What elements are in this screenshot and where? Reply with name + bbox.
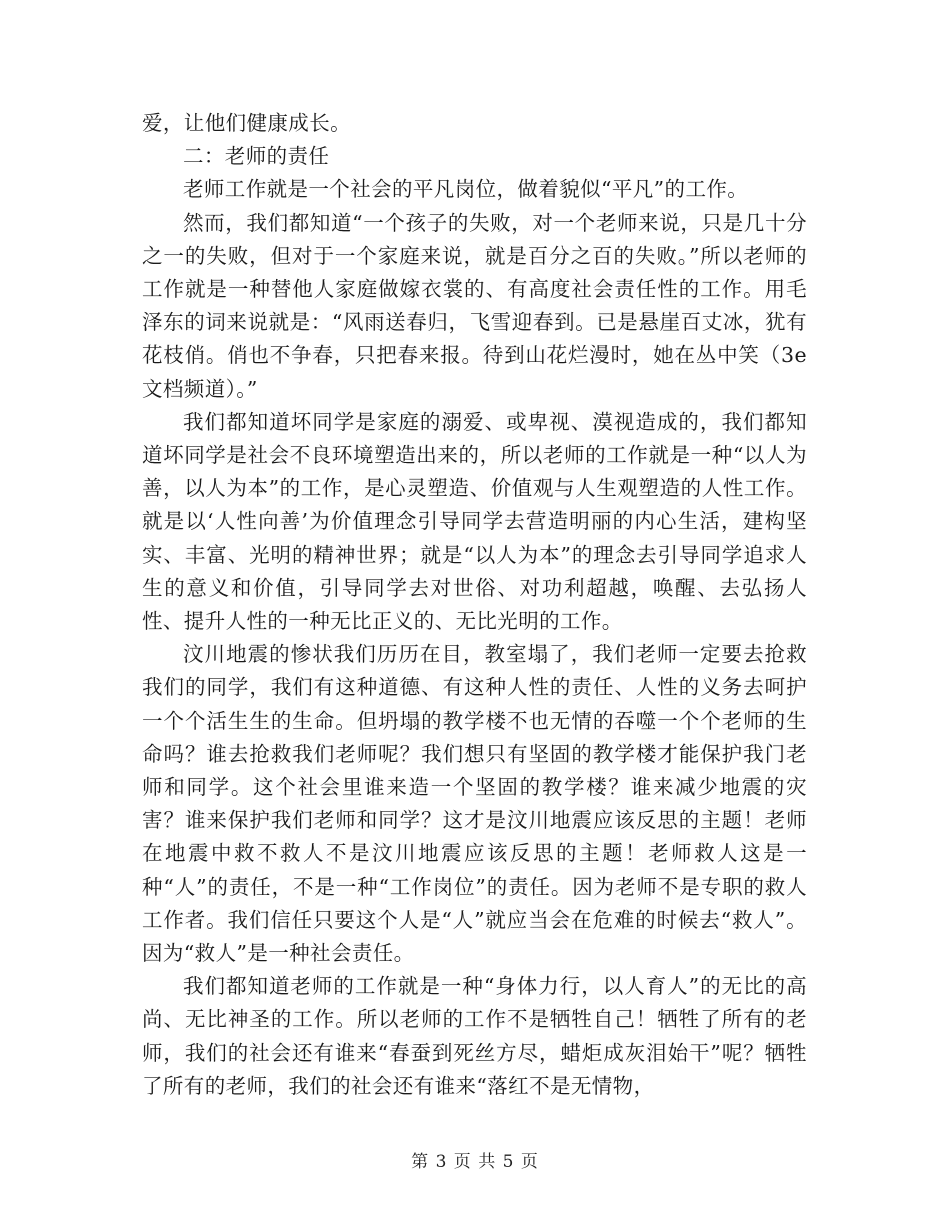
section-heading: 二：老师的责任 — [183, 144, 330, 169]
paragraph-1: 爱，让他们健康成长。 — [142, 111, 351, 135]
document-body — [142, 107, 807, 1103]
paragraph-4: 然而，我们都知道“一个孩子的失败，对一个老师来说，只是几十分之一的失败，但对于一个家庭来说，就是百分之百的失败。”所以老师的工作就是一种替他人家庭做嫁衣裳的、有高度社会责任性的工作。用毛泽东的词来说就是：“风雨送春归，飞雪迎春到。已是悬崖百丈冰，犹有花枝俏。俏也不争春，只把春来报。待到山花烂漫时，她在丛中笑（3e文档频道）。” — [142, 210, 807, 401]
paragraph-5: 我们都知道坏同学是家庭的溺爱、或卑视、漠视造成的，我们都知道坏同学是社会不良环境塑造出来的，所以老师的工作就是一种“以人为善，以人为本”的工作，是心灵塑造、价值观与人生观塑造的人性工作。就是以‘人性向善’为价值理念引导同学去营造明丽的内心生活，建构坚实、丰富、光明的精神世界；就是“以人为本”的理念去引导同学追求人生的意义和价值，引导同学去对世俗、对功利超越，唤醒、去弘扬人性、提升人性的一种无比正义的、无比光明的工作。 — [142, 409, 807, 634]
paragraph-6: 汶川地震的惨状我们历历在目，教室塌了，我们老师一定要去抢救我们的同学，我们有这种道德、有这种人性的责任、人性的义务去呵护一个个活生生的生命。但坍塌的教学楼不也无情的吞噬一个个老师的生命吗？谁去抢救我们老师呢？我们想只有坚固的教学楼才能保护我门老师和同学。这个社会里谁来造一个坚固的教学楼？谁来减少地震的灾害？谁来保护我们老师和同学？这才是汶川地震应该反思的主题！老师在地震中救不救人不是汶川地震应该反思的主题！老师救人这是一种“人”的责任，不是一种“工作岗位”的责任。因为老师不是专职的救人工作者。我们信任只要这个人是“人”就应当会在危难的时候去“救人”。因为“救人”是一种社会责任。 — [142, 642, 807, 966]
page-number-footer: 第 3 页 共 5 页 — [411, 1152, 539, 1172]
paragraph-7: 我们都知道老师的工作就是一种“身体力行，以人育人”的无比的高尚、无比神圣的工作。所以老师的工作不是牺牲自己！牺牲了所有的老师，我们的社会还有谁来“春蚕到死丝方尽，蜡炬成灰泪始干”呢？牺牲了所有的老师，我们的社会还有谁来“落红不是无情物， — [142, 974, 807, 1098]
paragraph-3: 老师工作就是一个社会的平凡岗位，做着貌似“平凡”的工作。 — [183, 177, 749, 202]
